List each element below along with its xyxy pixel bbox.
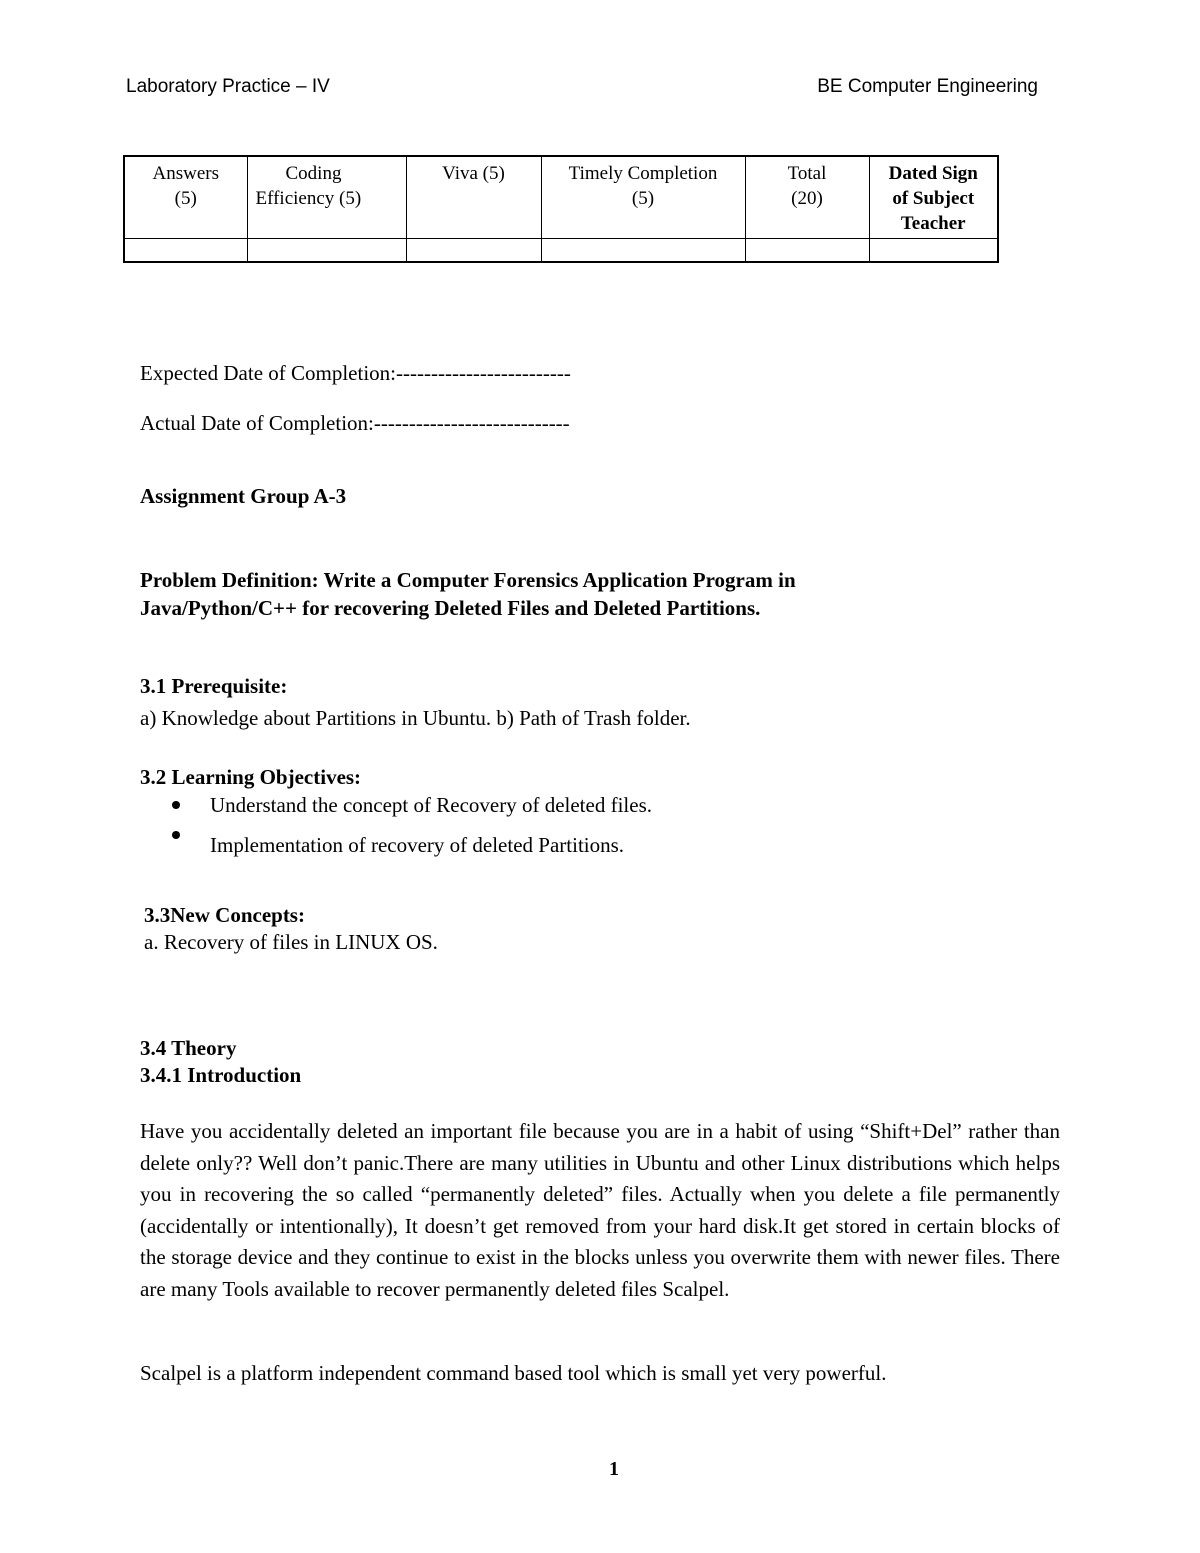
cell-coding-efficiency[interactable] [247, 239, 406, 263]
expected-date-line: Expected Date of Completion:------------------------- [140, 361, 571, 385]
column-answers-line1: Answers [152, 163, 219, 184]
theory-heading: 3.4 Theory [140, 1036, 237, 1060]
cell-total[interactable] [745, 239, 869, 263]
objective-text: Implementation of recovery of deleted Partitions. [210, 833, 625, 857]
column-viva [406, 156, 541, 239]
new-concepts-text: a. Recovery of files in LINUX OS. [144, 930, 438, 954]
marks-table [123, 155, 999, 263]
list-item [170, 793, 652, 833]
column-dated-line3: Teacher [900, 213, 966, 234]
column-total [745, 156, 869, 239]
column-answers-line2: (5) [174, 188, 197, 209]
assignment-group-title: Assignment Group A-3 [140, 484, 347, 508]
marks-table-header-row [124, 156, 998, 239]
column-coding-efficiency [247, 156, 406, 239]
column-timely-line1: Timely Completion [568, 163, 718, 184]
header-left: Laboratory Practice – IV [126, 76, 330, 97]
cell-dated-sign[interactable] [869, 239, 998, 263]
problem-definition [140, 566, 940, 622]
prerequisite-heading: 3.1 Prerequisite: [140, 674, 288, 698]
header-right: BE Computer Engineering [817, 76, 1038, 97]
problem-definition-line2: Java/Python/C++ for recovering Deleted Files and Deleted Partitions. [140, 596, 761, 620]
actual-date-line: Actual Date of Completion:---------------------------- [140, 411, 570, 435]
cell-viva[interactable] [406, 239, 541, 263]
prerequisite-text: a) Knowledge about Partitions in Ubuntu. b) Path of Trash folder. [140, 706, 691, 730]
column-dated-line1: Dated Sign [888, 163, 978, 184]
introduction-subheading: 3.4.1 Introduction [140, 1063, 302, 1087]
list-item [170, 833, 652, 858]
column-total-line2: (20) [791, 188, 823, 209]
column-dated-sign [869, 156, 998, 239]
bullet-icon [172, 801, 180, 809]
column-dated-line2: of Subject [892, 188, 975, 209]
column-coding-line1: Coding [285, 163, 342, 184]
cell-answers[interactable] [124, 239, 247, 263]
theory-paragraph-2: Scalpel is a platform independent command based tool which is small yet very powerful. [140, 1361, 887, 1385]
theory-paragraph-1: Have you accidentally deleted an important file because you are in a habit of using “Shift+Del” rather than delete only?? Well don’t panic.There are many utilities in Ubuntu and other Linux distributions which helps you in recovering the so called “permanently deleted” files. Actually when you delete a file permanently (accidentally or intentionally), It doesn’t get removed from your hard disk.It get stored in certain blocks of the storage device and they continue to exist in the blocks unless you overwrite them with newer files. There are many Tools available to recover permanently deleted files Scalpel. [140, 1119, 1060, 1301]
objective-text: Understand the concept of Recovery of deleted files. [210, 793, 652, 817]
column-timely-line2: (5) [631, 188, 655, 209]
bullet-icon [172, 831, 180, 839]
page-number: 1 [609, 1458, 619, 1480]
column-coding-line2: Efficiency (5) [255, 188, 362, 209]
problem-definition-line1: Problem Definition: Write a Computer Forensics Application Program in [140, 568, 796, 592]
learning-objectives-list [170, 793, 652, 858]
column-timely-completion [541, 156, 745, 239]
column-answers [124, 156, 247, 239]
new-concepts-heading: 3.3New Concepts: [144, 903, 305, 927]
column-viva-line1: Viva (5) [442, 163, 505, 184]
column-total-line1: Total [787, 163, 827, 184]
marks-table-entry-row [124, 239, 998, 263]
cell-timely-completion[interactable] [541, 239, 745, 263]
learning-objectives-heading: 3.2 Learning Objectives: [140, 765, 362, 789]
